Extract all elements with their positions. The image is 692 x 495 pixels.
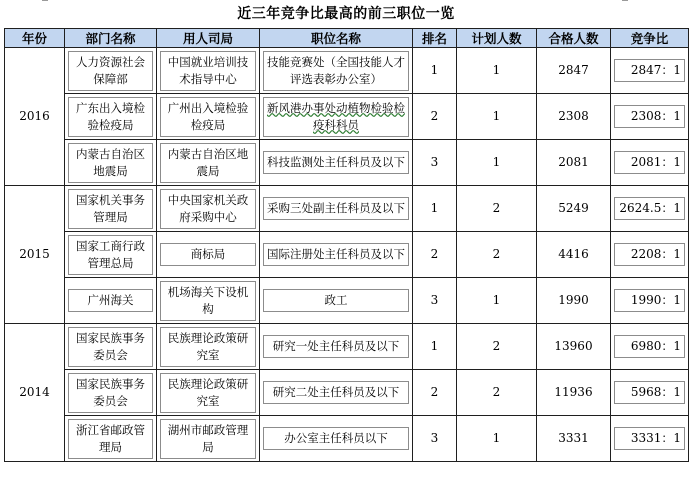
table-row: [5, 186, 689, 232]
ratio-cell: [611, 140, 689, 186]
position-cell: [260, 186, 413, 232]
rank-cell: 2: [413, 232, 457, 278]
ratio-cell: [611, 324, 689, 370]
ratio-text: 2308：1: [614, 105, 685, 128]
position-text: 政工: [263, 289, 409, 312]
table-row: [5, 140, 689, 186]
rank-cell: 1: [413, 186, 457, 232]
employer-text: 内蒙古自治区地震局: [160, 143, 256, 183]
competition-table: [4, 28, 689, 462]
ratio-cell: [611, 416, 689, 462]
position-cell: [260, 232, 413, 278]
ratio-cell: [611, 94, 689, 140]
position-cell: [260, 278, 413, 324]
department-text: 国家民族事务委员会: [68, 373, 153, 413]
department-cell: [65, 48, 157, 94]
planned-cell: 1: [457, 416, 537, 462]
position-text: 科技监测处主任科员及以下: [263, 151, 409, 174]
department-cell: [65, 94, 157, 140]
qualified-cell: 4416: [537, 232, 611, 278]
planned-cell: 1: [457, 140, 537, 186]
department-text: 浙江省邮政管理局: [68, 419, 153, 459]
employer-cell: [157, 186, 260, 232]
employer-text: 广州出入境检验检疫局: [160, 97, 256, 137]
ratio-text: 5968：1: [614, 381, 685, 404]
position-text: 研究二处主任科员及以下: [263, 381, 409, 404]
department-text: 国家机关事务管理局: [68, 189, 153, 229]
header-department: 部门名称: [65, 29, 157, 48]
rank-cell: 3: [413, 278, 457, 324]
position-cell: [260, 140, 413, 186]
header-year: 年份: [5, 29, 65, 48]
table-row: [5, 278, 689, 324]
qualified-cell: 11936: [537, 370, 611, 416]
ratio-text: 1990：1: [614, 289, 685, 312]
rank-cell: 2: [413, 94, 457, 140]
ratio-cell: [611, 48, 689, 94]
department-text: 国家工商行政管理总局: [68, 235, 153, 275]
header-employer: 用人司局: [157, 29, 260, 48]
department-cell: [65, 140, 157, 186]
department-cell: [65, 232, 157, 278]
employer-cell: [157, 324, 260, 370]
header-rank: 排名: [413, 29, 457, 48]
qualified-cell: 1990: [537, 278, 611, 324]
department-text: 人力资源社会保障部: [68, 51, 153, 91]
employer-text: 民族理论政策研究室: [160, 373, 256, 413]
table-row: [5, 48, 689, 94]
department-text: 广东出入境检验检疫局: [68, 97, 153, 137]
employer-cell: [157, 278, 260, 324]
employer-cell: [157, 416, 260, 462]
planned-cell: 2: [457, 324, 537, 370]
ratio-cell: [611, 370, 689, 416]
position-cell: [260, 416, 413, 462]
planned-cell: 2: [457, 370, 537, 416]
position-text: 研究一处主任科员及以下: [263, 335, 409, 358]
employer-cell: [157, 232, 260, 278]
employer-text: 湖州市邮政管理局: [160, 419, 256, 459]
employer-text: 商标局: [160, 243, 256, 266]
qualified-cell: 2847: [537, 48, 611, 94]
qualified-cell: 2308: [537, 94, 611, 140]
position-cell: [260, 48, 413, 94]
rank-cell: 2: [413, 370, 457, 416]
header-qualified: 合格人数: [537, 29, 611, 48]
employer-cell: [157, 94, 260, 140]
year-cell: 2014: [5, 324, 65, 462]
top-rule-right: [622, 0, 628, 1]
qualified-cell: 5249: [537, 186, 611, 232]
position-cell: [260, 370, 413, 416]
department-text: 国家民族事务委员会: [68, 327, 153, 367]
table-row: [5, 416, 689, 462]
ratio-cell: [611, 232, 689, 278]
planned-cell: 2: [457, 186, 537, 232]
table-row: [5, 232, 689, 278]
department-cell: [65, 186, 157, 232]
position-text: 新风港办事处动植物检验检疫科科员: [263, 97, 409, 137]
ratio-cell: [611, 278, 689, 324]
rank-cell: 1: [413, 48, 457, 94]
position-text: 办公室主任科员以下: [263, 427, 409, 450]
department-cell: [65, 324, 157, 370]
rank-cell: 3: [413, 416, 457, 462]
top-rule-left: [42, 0, 48, 1]
position-cell: [260, 94, 413, 140]
qualified-cell: 3331: [537, 416, 611, 462]
department-cell: [65, 370, 157, 416]
year-cell: 2016: [5, 48, 65, 186]
planned-cell: 1: [457, 94, 537, 140]
ratio-text: 3331：1: [614, 427, 685, 450]
header-ratio: 竞争比: [611, 29, 689, 48]
ratio-text: 2847：1: [614, 59, 685, 82]
employer-cell: [157, 140, 260, 186]
position-cell: [260, 324, 413, 370]
ratio-text: 6980：1: [614, 335, 685, 358]
table-row: [5, 324, 689, 370]
table-row: [5, 370, 689, 416]
year-cell: 2015: [5, 186, 65, 324]
qualified-cell: 2081: [537, 140, 611, 186]
position-text: 采购三处副主任科员及以下: [263, 197, 409, 220]
position-text: 技能竞赛处（全国技能人才评选表彰办公室）: [263, 51, 409, 91]
planned-cell: 2: [457, 232, 537, 278]
table-row: [5, 94, 689, 140]
rank-cell: 1: [413, 324, 457, 370]
planned-cell: 1: [457, 48, 537, 94]
employer-cell: [157, 48, 260, 94]
employer-text: 中国就业培训技术指导中心: [160, 51, 256, 91]
department-text: 广州海关: [68, 289, 153, 312]
department-cell: [65, 278, 157, 324]
employer-text: 机场海关下设机构: [160, 281, 256, 321]
department-cell: [65, 416, 157, 462]
header-position: 职位名称: [260, 29, 413, 48]
page-title: 近三年竞争比最高的前三职位一览: [237, 6, 455, 22]
department-text: 内蒙古自治区地震局: [68, 143, 153, 183]
qualified-cell: 13960: [537, 324, 611, 370]
planned-cell: 1: [457, 278, 537, 324]
employer-cell: [157, 370, 260, 416]
rank-cell: 3: [413, 140, 457, 186]
employer-text: 民族理论政策研究室: [160, 327, 256, 367]
position-text: 国际注册处主任科员及以下: [263, 243, 409, 266]
ratio-text: 2624.5：1: [614, 197, 685, 220]
ratio-cell: [611, 186, 689, 232]
header-row: [5, 29, 689, 48]
header-planned: 计划人数: [457, 29, 537, 48]
ratio-text: 2208：1: [614, 243, 685, 266]
employer-text: 中央国家机关政府采购中心: [160, 189, 256, 229]
ratio-text: 2081：1: [614, 151, 685, 174]
